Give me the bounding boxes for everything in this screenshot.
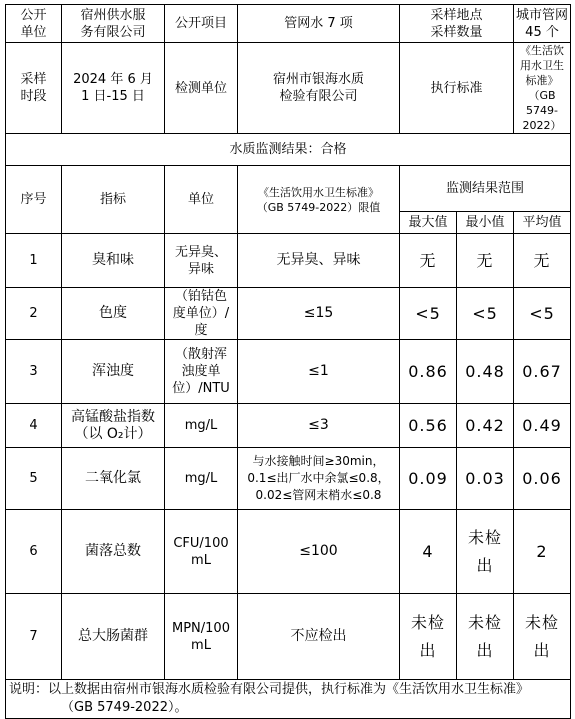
unit-text: 位）/NTU bbox=[172, 381, 230, 396]
testing-unit-value-cell bbox=[238, 43, 400, 134]
publisher-value: 务有限公司 bbox=[80, 24, 146, 40]
sampling-period-label: 时段 bbox=[20, 89, 47, 104]
limit-text: 与水接触时间≥30min， bbox=[252, 454, 385, 468]
max-text: 0.09 bbox=[408, 469, 448, 488]
indicator-cell bbox=[62, 448, 165, 510]
avg-text: 0.67 bbox=[522, 362, 562, 381]
max-text: 出 bbox=[419, 640, 437, 660]
max-text: 无 bbox=[419, 251, 437, 270]
sampling-site-value-cell bbox=[514, 5, 571, 43]
result-title-row bbox=[6, 134, 571, 166]
seq-cell bbox=[6, 288, 62, 340]
unit-text: MPN/100 bbox=[172, 620, 230, 636]
project-label-cell bbox=[165, 5, 238, 43]
unit-cell bbox=[165, 594, 238, 680]
max-header: 最大值 bbox=[400, 212, 457, 234]
min-text: 未检 bbox=[468, 527, 503, 547]
indicator-text: 高锰酸盐指数 bbox=[71, 408, 155, 425]
avg-text: <5 bbox=[529, 304, 555, 323]
sampling-period-value-cell bbox=[62, 43, 165, 134]
limit-text: ≤15 bbox=[303, 305, 334, 321]
unit-text: 浊度单 bbox=[181, 364, 221, 379]
avg-cell bbox=[514, 234, 571, 288]
limit-cell bbox=[238, 594, 400, 680]
indicator-text: 色度 bbox=[99, 305, 127, 321]
standard-name: 《生活饮用水卫生标准》 bbox=[520, 44, 565, 87]
limit-header-line: （GB 5749-2022）限值 bbox=[256, 200, 381, 214]
unit-text: mL bbox=[191, 637, 211, 653]
limit-header-line: 《生活饮用水卫生标准》 bbox=[258, 185, 379, 199]
sampling-count-label: 采样数量 bbox=[430, 24, 483, 40]
max-text: 0.86 bbox=[408, 362, 448, 381]
unit-text: （铂钴色 bbox=[174, 289, 227, 304]
testing-unit-value: 检验有限公司 bbox=[279, 89, 358, 104]
sampling-period-value: 1 日-15 日 bbox=[81, 89, 145, 104]
indicator-cell bbox=[62, 404, 165, 448]
unit-cell bbox=[165, 510, 238, 594]
unit-text: mg/L bbox=[184, 418, 218, 433]
publisher-label: 单位 bbox=[20, 24, 47, 40]
table-row bbox=[6, 448, 571, 510]
unit-header: 单位 bbox=[165, 166, 238, 234]
max-cell bbox=[400, 594, 457, 680]
unit-text: CFU/100 bbox=[173, 535, 229, 551]
header-row-1 bbox=[6, 5, 571, 43]
seq-cell bbox=[6, 510, 62, 594]
seq-text: 5 bbox=[29, 471, 38, 486]
testing-unit-value: 宿州市银海水质 bbox=[272, 72, 364, 87]
max-cell bbox=[400, 510, 457, 594]
table-row bbox=[6, 340, 571, 404]
indicator-cell bbox=[62, 288, 165, 340]
publisher-value-cell bbox=[62, 5, 165, 43]
max-cell bbox=[400, 234, 457, 288]
publisher-label-cell bbox=[6, 5, 62, 43]
indicator-text: 二氧化氯 bbox=[85, 470, 141, 486]
standard-value-cell bbox=[514, 43, 571, 134]
note-row bbox=[6, 680, 571, 719]
sampling-site-label: 采样地点 bbox=[430, 7, 483, 23]
project-value: 管网水 7 项 bbox=[284, 16, 353, 31]
min-cell bbox=[457, 234, 514, 288]
limit-text: ≤3 bbox=[308, 417, 329, 433]
avg-cell bbox=[514, 594, 571, 680]
unit-text: mL bbox=[191, 552, 211, 568]
max-text: 0.56 bbox=[408, 416, 448, 435]
project-label: 公开项目 bbox=[174, 16, 227, 31]
testing-unit-label: 检测单位 bbox=[174, 80, 227, 96]
indicator-text: 菌落总数 bbox=[85, 543, 141, 559]
header-row-2 bbox=[6, 43, 571, 134]
max-cell bbox=[400, 404, 457, 448]
unit-text: 无异臭、 bbox=[174, 244, 227, 260]
indicator-text: 浑浊度 bbox=[92, 363, 134, 379]
unit-text: 度 bbox=[194, 323, 208, 338]
min-text: 0.48 bbox=[465, 362, 505, 381]
limit-cell bbox=[238, 448, 400, 510]
standard-label-cell bbox=[400, 43, 514, 134]
seq-text: 1 bbox=[29, 253, 38, 268]
seq-cell bbox=[6, 340, 62, 404]
sampling-period-label-cell bbox=[6, 43, 62, 134]
project-value-cell bbox=[238, 5, 400, 43]
unit-cell bbox=[165, 448, 238, 510]
seq-text: 3 bbox=[29, 364, 38, 379]
sampling-period-value: 2024 年 6 月 bbox=[73, 72, 153, 87]
indicator-header: 指标 bbox=[62, 166, 165, 234]
column-header-row bbox=[6, 166, 571, 212]
result-title-cell bbox=[6, 134, 571, 166]
avg-header: 平均值 bbox=[514, 212, 571, 234]
min-cell bbox=[457, 510, 514, 594]
sampling-site-value: 城市管网 bbox=[516, 7, 569, 23]
avg-text: 2 bbox=[536, 542, 548, 561]
min-text: 0.42 bbox=[465, 416, 505, 435]
max-cell bbox=[400, 340, 457, 404]
sampling-count-value: 45 个 bbox=[525, 24, 559, 40]
seq-text: 4 bbox=[29, 418, 38, 433]
result-title: 水质监测结果：合格 bbox=[229, 142, 347, 157]
limit-cell bbox=[238, 340, 400, 404]
seq-text: 2 bbox=[29, 306, 38, 321]
min-text: 未检 bbox=[468, 612, 503, 632]
indicator-text: 总大肠菌群 bbox=[78, 628, 148, 644]
limit-cell bbox=[238, 404, 400, 448]
seq-cell bbox=[6, 594, 62, 680]
avg-text: 出 bbox=[533, 640, 551, 660]
unit-cell bbox=[165, 234, 238, 288]
avg-text: 未检 bbox=[525, 612, 560, 632]
unit-text: 异味 bbox=[187, 261, 214, 277]
max-cell bbox=[400, 448, 457, 510]
indicator-text: 臭和味 bbox=[92, 252, 134, 268]
seq-cell bbox=[6, 234, 62, 288]
min-text: 出 bbox=[476, 640, 494, 660]
unit-text: mg/L bbox=[184, 471, 218, 486]
min-cell bbox=[457, 594, 514, 680]
note-line: （GB 5749-2022）。 bbox=[61, 700, 188, 715]
unit-cell bbox=[165, 288, 238, 340]
min-cell bbox=[457, 288, 514, 340]
standard-code: （GB 5749-2022） bbox=[522, 89, 562, 132]
indicator-cell bbox=[62, 234, 165, 288]
limit-text: 0.02≤管网末梢水≤0.8 bbox=[255, 488, 382, 502]
table-row bbox=[6, 510, 571, 594]
indicator-cell bbox=[62, 510, 165, 594]
avg-text: 0.06 bbox=[522, 469, 562, 488]
limit-header bbox=[238, 166, 400, 234]
min-text: 0.03 bbox=[465, 469, 505, 488]
limit-cell bbox=[238, 288, 400, 340]
table-row bbox=[6, 404, 571, 448]
min-cell bbox=[457, 340, 514, 404]
avg-cell bbox=[514, 288, 571, 340]
testing-unit-label-cell bbox=[165, 43, 238, 134]
limit-text: ≤100 bbox=[299, 543, 338, 559]
min-text: 无 bbox=[476, 251, 494, 270]
seq-text: 6 bbox=[29, 544, 38, 559]
avg-cell bbox=[514, 340, 571, 404]
table-row bbox=[6, 234, 571, 288]
limit-cell bbox=[238, 234, 400, 288]
unit-text: 度单位）/ bbox=[172, 306, 230, 321]
indicator-cell bbox=[62, 340, 165, 404]
seq-text: 7 bbox=[29, 629, 38, 644]
note-line: 说明：以上数据由宿州市银海水质检验有限公司提供，执行标准为《生活饮用水卫生标准》 bbox=[9, 682, 530, 697]
publisher-label: 公开 bbox=[20, 7, 47, 23]
unit-cell bbox=[165, 340, 238, 404]
max-text: 4 bbox=[422, 542, 434, 561]
limit-text: 0.1≤出厂水中余氯≤0.8， bbox=[247, 471, 390, 485]
table-row bbox=[6, 594, 571, 680]
publisher-value: 宿州供水服 bbox=[80, 7, 146, 23]
seq-cell bbox=[6, 404, 62, 448]
min-cell bbox=[457, 448, 514, 510]
avg-cell bbox=[514, 404, 571, 448]
unit-cell bbox=[165, 404, 238, 448]
seq-header: 序号 bbox=[6, 166, 62, 234]
max-text: <5 bbox=[415, 304, 441, 323]
avg-cell bbox=[514, 510, 571, 594]
seq-cell bbox=[6, 448, 62, 510]
max-cell bbox=[400, 288, 457, 340]
standard-label: 执行标准 bbox=[430, 80, 483, 96]
table-row bbox=[6, 288, 571, 340]
min-text: <5 bbox=[472, 304, 498, 323]
avg-cell bbox=[514, 448, 571, 510]
avg-text: 无 bbox=[533, 251, 551, 270]
min-header: 最小值 bbox=[457, 212, 514, 234]
note-cell bbox=[6, 680, 571, 719]
avg-text: 0.49 bbox=[522, 416, 562, 435]
max-text: 未检 bbox=[410, 612, 445, 632]
limit-text: 不应检出 bbox=[290, 628, 347, 644]
sampling-site-label-cell bbox=[400, 5, 514, 43]
limit-text: ≤1 bbox=[308, 363, 329, 379]
water-quality-table bbox=[5, 4, 571, 719]
indicator-text: （以 O₂计） bbox=[74, 425, 152, 442]
sampling-period-label: 采样 bbox=[20, 72, 47, 87]
indicator-cell bbox=[62, 594, 165, 680]
min-cell bbox=[457, 404, 514, 448]
limit-cell bbox=[238, 510, 400, 594]
range-header: 监测结果范围 bbox=[400, 166, 571, 212]
limit-text: 无异臭、异味 bbox=[276, 252, 361, 268]
unit-text: （散射浑 bbox=[174, 347, 227, 362]
min-text: 出 bbox=[476, 555, 494, 575]
